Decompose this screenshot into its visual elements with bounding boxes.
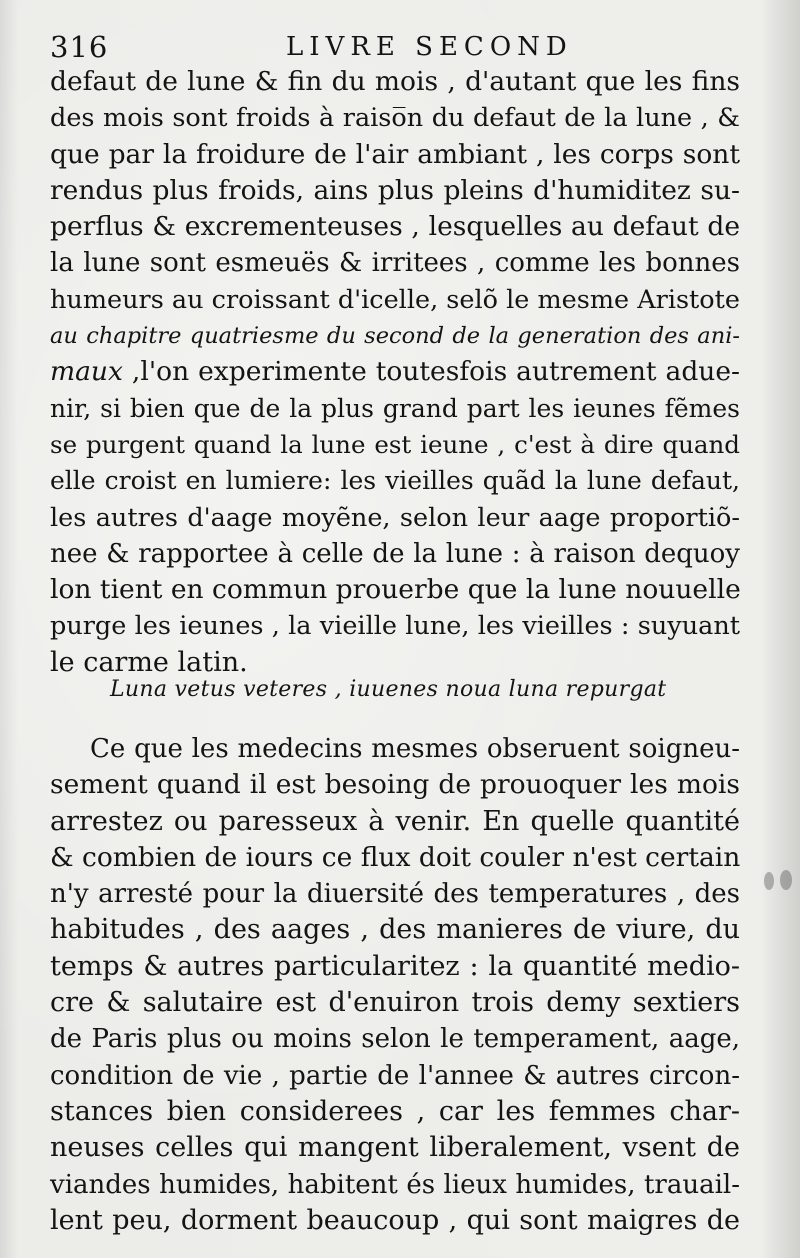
text-line: se purgent quand la lune est ieune , c'est à dire quand: [50, 429, 740, 459]
paragraph-2: [50, 731, 740, 1239]
text-line: de Paris plus ou moins selon le temperament, aage,: [50, 1024, 740, 1055]
text-line: stances bien considerees , car les femmes char-: [50, 1095, 740, 1127]
text-line: viandes humides, habitent és lieux humides, trauail-: [50, 1169, 740, 1200]
text-line: neuses celles qui mangent liberalement, vsent de: [50, 1132, 740, 1164]
ink-blot: [764, 872, 774, 890]
paragraph-1: [50, 64, 740, 681]
roman-text: ,l'on experimente toutesfois autrement adue-: [122, 356, 740, 388]
text-line: la lune sont esmeuës & irritees , comme les bonnes: [50, 248, 740, 279]
text-line: n'y arresté pour la diuersité des temperatures , des: [50, 879, 740, 910]
text-line: nee & rapportee à celle de la lune : à raison dequoy: [50, 538, 740, 569]
text-line: cre & salutaire est d'enuiron trois demy sextiers: [50, 987, 740, 1019]
text-line: temps & autres particularitez : la quantité medio-: [50, 950, 740, 982]
text-line: purge les ieunes , la vieille lune, les vieilles : suyuant: [50, 611, 740, 642]
text-line: rendus plus froids, ains plus pleins d'humiditez su-: [50, 174, 740, 206]
text-line: lon tient en commun prouerbe que la lune nouuelle: [50, 574, 741, 606]
text-line: le carme latin.: [50, 646, 248, 678]
italic-citation-line: au chapitre quatriesme du second de la generation des ani-: [50, 323, 740, 350]
text-line: sement quand il est besoing de prouoquer les mois: [50, 769, 740, 801]
text-line-mixed: [50, 354, 740, 390]
text-line: elle croist en lumiere: les vieilles quãd la lune defaut,: [50, 466, 740, 496]
text-line: des mois sont froids à raiso̅n du defaut de la lune , &: [50, 103, 740, 134]
text-line: defaut de lune & fin du mois , d'autant que les fins: [50, 66, 740, 97]
running-title: LIVRE SECOND: [286, 32, 573, 62]
text-line: arrestez ou paresseux à venir. En quelle quantité: [50, 805, 740, 837]
text-line: & combien de iours ce flux doit couler n'est certain: [50, 841, 741, 873]
italic-word: maux: [50, 356, 123, 388]
text-line: habitudes , des aages , des manieres de viure, du: [50, 914, 740, 946]
text-line: humeurs au croissant d'icelle, selõ le mesme Aristote: [50, 284, 740, 315]
text-line: que par la froidure de l'air ambiant , les corps sont: [50, 138, 740, 170]
text-line: Ce que les medecins mesmes obseruent soigneu-: [90, 734, 740, 764]
text-line: perflus & excrementeuses , lesquelles au defaut de: [50, 211, 740, 243]
text-line: lent peu, dorment beaucoup , qui sont maigres de: [50, 1204, 740, 1236]
text-line: nir, si bien que de la plus grand part les ieunes fẽmes: [50, 393, 740, 423]
page-header: [50, 30, 740, 64]
page-number: 316: [50, 30, 109, 64]
text-line: condition de vie , partie de l'annee & autres circon-: [50, 1060, 740, 1091]
ink-blot: [780, 870, 792, 890]
text-line: les autres d'aage moyẽne, selon leur aage proportiõ-: [50, 502, 740, 533]
latin-verse: Luna vetus veteres , iuuenes noua luna repurgat: [110, 677, 667, 702]
